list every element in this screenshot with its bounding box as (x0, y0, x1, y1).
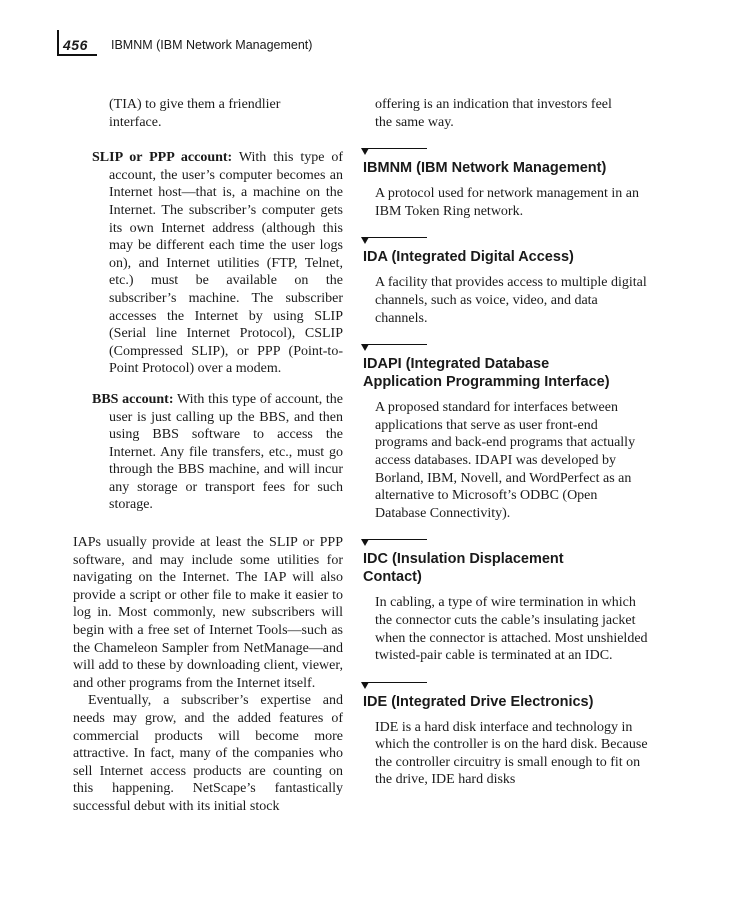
entry-heading (363, 355, 651, 391)
account-term: SLIP or PPP account: (92, 150, 233, 166)
heading-line: IDC (Insulation Displacement (363, 551, 564, 568)
triangle-marker-icon (361, 682, 369, 689)
entry-body: In cabling, a type of wire termination in which the connector cuts the cable’s insulating jacket when the connector is attached. Most unshielded twisted-pair cable is terminated at an IDC. (375, 595, 648, 664)
entry-heading: IBMNM (IBM Network Management) (363, 160, 607, 177)
page-number: 456 (63, 37, 88, 53)
account-type-item (73, 149, 343, 378)
body-paragraph: IAPs usually provide at least the SLIP or PPP software, and may include some utilities for navigating on the Internet. The IAP will also provide a script or other file to make it easier to log in. Most commonly, new subscribers will begin with a free set of Internet Tools—such as the Chameleon Sampler from NetManage—and will add to these by downloading client, viewer, and other programs from the Internet itself. (73, 535, 343, 691)
entry-marker (361, 145, 651, 158)
running-title: IBMNM (IBM Network Management) (111, 38, 313, 52)
entry-marker (361, 341, 651, 354)
continuation-line: interface. (109, 114, 162, 130)
header-rule-horizontal (57, 54, 97, 56)
entry-heading (363, 550, 651, 586)
heading-line: Contact) (363, 569, 422, 586)
continuation-line: the same way. (375, 114, 454, 130)
triangle-marker-icon (361, 344, 369, 351)
triangle-marker-icon (361, 539, 369, 546)
entry-heading: IDE (Integrated Drive Electronics) (363, 693, 594, 710)
continuation-line: (TIA) to give them a friendlier (109, 97, 281, 112)
account-description: With this type of account, the user is just calling up the BBS, and then using BBS software to access the Internet. Any file transfers, etc., must go through the BBS machine, and will incur any storage or transport fees for such storage. (109, 391, 344, 513)
header-rule-vertical (57, 30, 59, 56)
account-term: BBS account: (92, 391, 174, 407)
body-paragraph: Eventually, a subscriber’s expertise and needs may grow, and the added features of commercial products will become more attractive. In fact, many of the companies who sell Internet access products are counting on this happening. NetScape’s fantastically successful debut with its initial stock (73, 693, 343, 814)
entry-marker (361, 679, 651, 692)
triangle-marker-icon (361, 237, 369, 244)
account-description: With this type of account, the user’s computer becomes an Internet host—that is, a machine on the Internet. The subscriber’s computer gets its own Internet address (although this may be different each time the user logs on), and Internet utilities (FTP, Telnet, etc.) must be available on the subscriber’s machine. The subscriber accesses the Internet by using SLIP (Serial line Internet Protocol), CSLIP (Compressed SLIP), or PPP (Point-to-Point Protocol) over a modem. (109, 150, 343, 377)
account-type-item (73, 391, 343, 514)
entry-marker (361, 234, 651, 247)
entry-body: IDE is a hard disk interface and technology in which the controller is on the hard disk. Because the controller circuitry is small enough to fit on the drive, IDE hard disks (375, 719, 648, 788)
continuation-text (361, 96, 651, 131)
right-column (361, 96, 651, 789)
left-column (73, 96, 343, 816)
entry-body: A protocol used for network management in an IBM Token Ring network. (375, 186, 639, 219)
entry-body: A facility that provides access to multiple digital channels, such as voice, video, and data channels. (375, 275, 647, 326)
entry-body: A proposed standard for interfaces between applications that serve as user front-end programs and back-end programs that actually access databases. IDAPI was developed by Borland, IBM, Novell, and WordPerfect as an alternative to Microsoft’s ODBC (Open Database Connectivity). (375, 400, 636, 521)
triangle-marker-icon (361, 148, 369, 155)
continuation-text (73, 96, 343, 131)
heading-line: IDAPI (Integrated Database (363, 356, 550, 373)
continuation-line: offering is an indication that investors feel (375, 97, 612, 112)
entry-heading: IDA (Integrated Digital Access) (363, 249, 574, 266)
entry-marker (361, 536, 651, 549)
heading-line: Application Programming Interface) (363, 374, 610, 391)
